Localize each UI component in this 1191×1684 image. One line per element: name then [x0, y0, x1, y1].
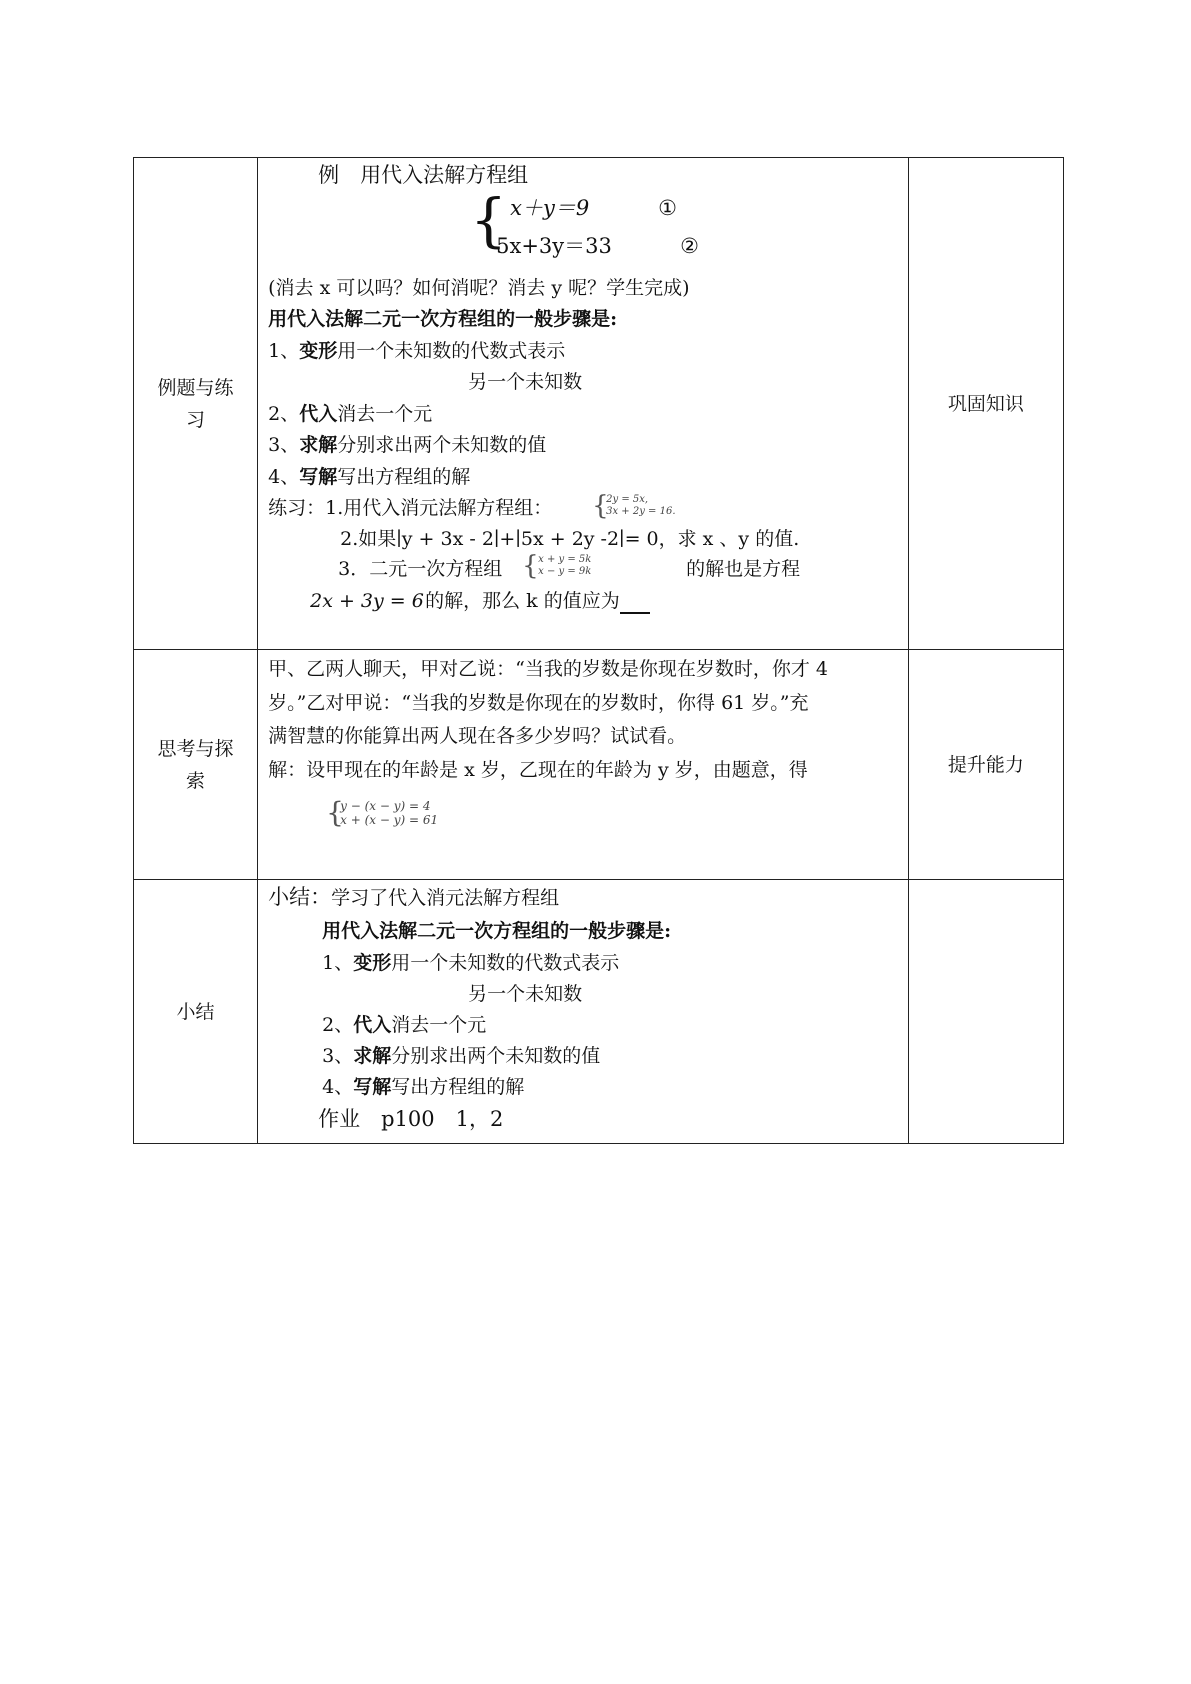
practice-1-eq2: 3x + 2y = 16. [606, 506, 676, 517]
solution-line: 解：设甲现在的年龄是 x 岁，乙现在的年龄为 y 岁，由题意，得 [268, 759, 808, 781]
practice-3d: 的解，那么 k 的值应为 [425, 588, 650, 614]
practice-1: 练习：1.用代入消元法解方程组： [268, 497, 553, 519]
equation-2: 5x+3y＝33 [496, 234, 612, 258]
practice-3a: 3．二元一次方程组 [338, 558, 503, 580]
practice-2: 2.如果∣y + 3x - 2∣+∣5x + 2y -2∣= 0，求 x 、y 的值. [340, 528, 800, 550]
practice-3-equation: 2x + 3y = 6 [310, 590, 424, 612]
story-line-1: 甲、乙两人聊天，甲对乙说：“当我的岁数是你现在岁数时，你才 4 [268, 658, 828, 680]
brace-icon: { [470, 186, 508, 254]
equation-2-mark: ② [680, 234, 699, 258]
goal-cell [908, 158, 1063, 650]
step-1: 1、变形用一个未知数的代数式表示 [268, 340, 566, 362]
practice-3-eq2: x − y = 9k [538, 566, 592, 577]
brace-icon: { [592, 491, 609, 521]
row-label-cell [134, 158, 258, 650]
content-cell [258, 158, 909, 650]
step-3: 3、求解分别求出两个未知数的值 [322, 1045, 601, 1067]
brace-icon: { [522, 551, 539, 581]
hint-text: (消去 x 可以吗？如何消呢？消去 y 呢？学生完成) [268, 277, 690, 299]
goal-cell [908, 880, 1063, 1144]
goal-label: 巩固知识 [947, 392, 1024, 415]
lesson-table [133, 157, 1064, 1144]
row-label: 例题与练习 [157, 376, 234, 431]
brace-icon: { [326, 796, 344, 829]
homework: 作业 p100 1，2 [318, 1107, 504, 1131]
row-label: 思考与探索 [157, 737, 234, 792]
row-summary [134, 880, 1064, 1144]
system-eq1: y − (x − y) = 4 [340, 799, 431, 813]
step-2: 2、代入消去一个元 [268, 403, 433, 425]
steps-title: 用代入法解二元一次方程组的一般步骤是: [268, 308, 618, 330]
row-examples [134, 158, 1064, 650]
example-title: 例 用代入法解方程组 [318, 163, 529, 187]
step-1-continued: 另一个未知数 [468, 983, 583, 1005]
equation-1-mark: ① [658, 196, 677, 220]
step-2: 2、代入消去一个元 [322, 1014, 487, 1036]
step-4: 4、写解写出方程组的解 [322, 1076, 525, 1098]
goal-label: 提升能力 [947, 753, 1024, 776]
practice-3b: 的解也是方程 [686, 558, 801, 580]
row-label: 小结 [176, 1000, 215, 1023]
answer-blank [620, 594, 650, 614]
story-line-2: 岁。”乙对甲说：“当我的岁数是你现在的岁数时，你得 61 岁。”充 [268, 692, 809, 714]
content-cell [258, 880, 909, 1144]
step-1-continued: 另一个未知数 [468, 371, 583, 393]
step-3: 3、求解分别求出两个未知数的值 [268, 434, 547, 456]
summary-line: 小结：学习了代入消元法解方程组 [268, 885, 560, 909]
row-thinking [134, 650, 1064, 880]
content-cell [258, 650, 909, 880]
practice-1-eq1: 2y = 5x, [606, 494, 649, 505]
story-line-3: 满智慧的你能算出两人现在各多少岁吗？试试看。 [268, 725, 687, 747]
step-1: 1、变形用一个未知数的代数式表示 [322, 952, 620, 974]
equation-1: x＋y＝9 [510, 196, 590, 220]
step-4: 4、写解写出方程组的解 [268, 466, 471, 488]
row-label-cell [134, 650, 258, 880]
steps-title: 用代入法解二元一次方程组的一般步骤是: [322, 920, 672, 942]
system-eq2: x + (x − y) = 61 [340, 813, 439, 827]
practice-3-eq1: x + y = 5k [538, 554, 592, 565]
row-label-cell [134, 880, 258, 1144]
goal-cell [908, 650, 1063, 880]
